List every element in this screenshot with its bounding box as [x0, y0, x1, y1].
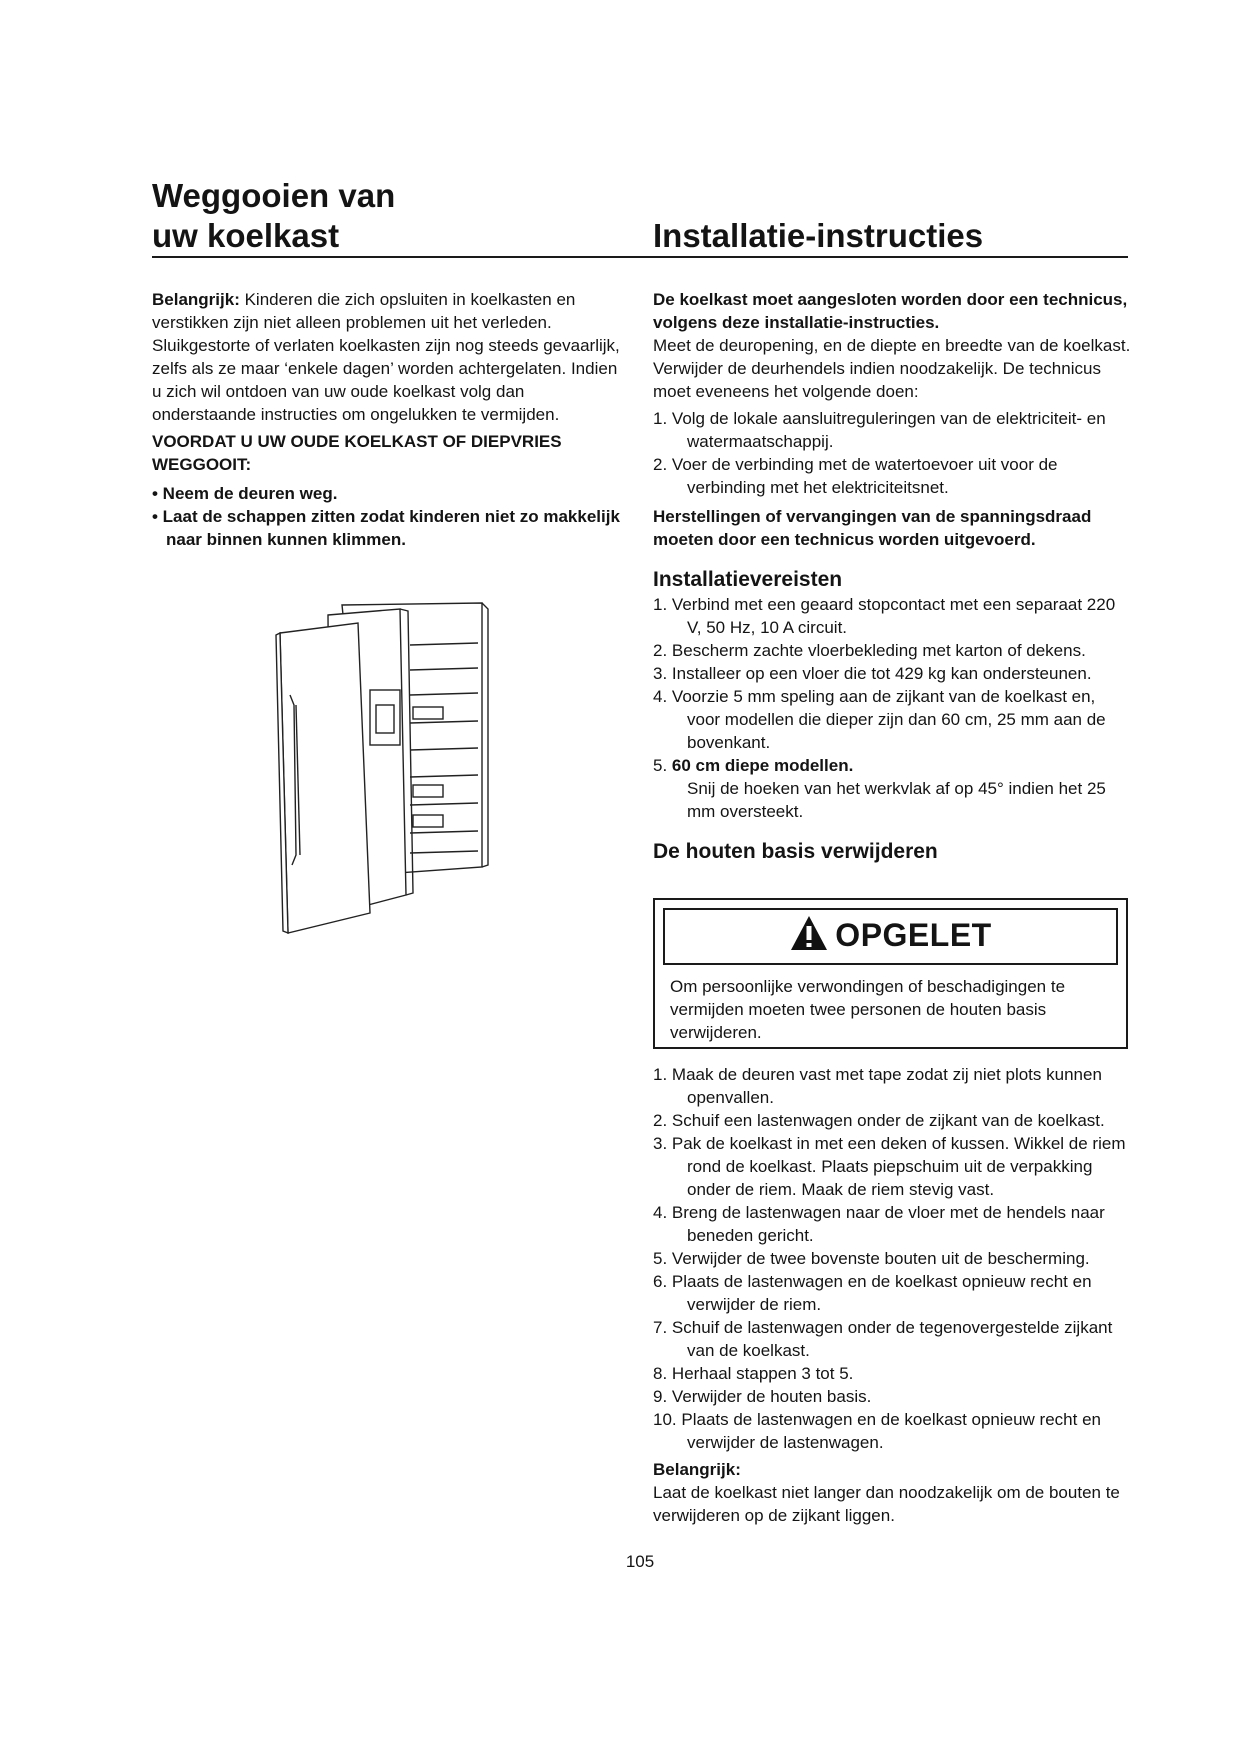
right-title: Installatie-instructies	[653, 217, 984, 254]
important-label: Belangrijk:	[152, 290, 240, 309]
important-text: Kinderen die zich opsluiten in koelkasten en verstikken zijn niet alleen problemen uit het verleden. Sluikgestorte of verlaten koelkasten zijn nog steeds gevaarlijk, zelfs als ze maar ‘enkele dagen’ worden achtergelaten. Indien u zich wil ontdoen van uw oude koelkast volg dan onderstaande instructies om ongelukken te vermijden.	[152, 290, 620, 424]
req-step: 1. Verbind met een geaard stopcontact met een separaat 220 V, 50 Hz, 10 A circuit.	[653, 595, 1116, 637]
base-step: 3. Pak de koelkast in met een deken of kussen. Wikkel de riem rond de koelkast. Plaats piepschuim uit de verpakking onder de riem. Maak de riem stevig vast.	[653, 1134, 1126, 1199]
left-title-line2: uw koelkast	[152, 217, 340, 254]
base-step: 8. Herhaal stappen 3 tot 5.	[653, 1364, 854, 1383]
right-column-upper	[653, 288, 1133, 865]
caution-text: Om persoonlijke verwondingen of beschadigingen te vermijden moeten twee personen de houten basis verwijderen.	[670, 977, 1066, 1042]
refrigerator-illustration	[270, 595, 490, 940]
left-title-line1: Weggooien van	[152, 177, 396, 214]
base-step: 6. Plaats de lastenwagen en de koelkast opnieuw recht en verwijder de riem.	[653, 1272, 1092, 1314]
base-step: 10. Plaats de lastenwagen en de koelkast opnieuw recht en verwijder de lastenwagen.	[653, 1410, 1101, 1452]
base-step: 9. Verwijder de houten basis.	[653, 1387, 872, 1406]
req-step: 5. 60 cm diepe modellen. Snij de hoeken van het werkvlak af op 45° indien het 25 mm oversteekt.	[653, 756, 1106, 821]
bullet-item: • Neem de deuren weg.	[152, 484, 338, 503]
before-heading: VOORDAT U UW OUDE KOELKAST OF DIEPVRIES WEGGOOIT:	[152, 432, 562, 474]
intro-bold: De koelkast moet aangesloten worden door een technicus, volgens deze installatie-instructies.	[653, 290, 1128, 332]
important-paragraph	[152, 288, 627, 426]
requirements-steps	[653, 593, 1133, 823]
tech-step: 1. Volg de lokale aansluitreguleringen van de elektriciteit- en watermaatschappij.	[653, 409, 1106, 451]
final-important-label: Belangrijk:	[653, 1460, 741, 1479]
intro-text: Meet de deuropening, en de diepte en breedte van de koelkast. Verwijder de deurhendels indien noodzakelijk. De technicus moet eveneens het volgende doen:	[653, 336, 1131, 401]
title-rule	[152, 256, 1128, 258]
caution-box	[653, 898, 1128, 1049]
left-column	[152, 288, 627, 551]
page-number: 105	[625, 1552, 655, 1571]
req-step: 4. Voorzie 5 mm speling aan de zijkant van de koelkast en, voor modellen die dieper zijn dan 60 cm, 25 mm aan de bovenkant.	[653, 687, 1106, 752]
technician-steps	[653, 407, 1133, 499]
right-column-lower	[653, 1063, 1133, 1527]
repairs-warning: Herstellingen of vervangingen van de spanningsdraad moeten door een technicus worden uitgevoerd.	[653, 507, 1092, 549]
base-step: 1. Maak de deuren vast met tape zodat zij niet plots kunnen openvallen.	[653, 1065, 1102, 1107]
left-title	[152, 176, 395, 256]
disposal-bullets	[152, 482, 627, 551]
tech-step: 2. Voer de verbinding met de watertoevoer uit voor de verbinding met het elektriciteitsnet.	[653, 455, 1058, 497]
base-step: 2. Schuif een lastenwagen onder de zijkant van de koelkast.	[653, 1111, 1105, 1130]
final-important-text: Laat de koelkast niet langer dan noodzakelijk om de bouten te verwijderen op de zijkant liggen.	[653, 1483, 1120, 1525]
warning-triangle-icon	[789, 914, 829, 952]
base-step: 7. Schuif de lastenwagen onder de tegenovergestelde zijkant van de koelkast.	[653, 1318, 1113, 1360]
caution-header	[663, 908, 1118, 965]
base-heading: De houten basis verwijderen	[653, 840, 938, 863]
base-step: 5. Verwijder de twee bovenste bouten uit de bescherming.	[653, 1249, 1090, 1268]
requirements-heading: Installatievereisten	[653, 568, 843, 591]
base-removal-steps	[653, 1063, 1133, 1454]
bullet-item: • Laat de schappen zitten zodat kinderen niet zo makkelijk naar binnen kunnen klimmen.	[152, 507, 620, 549]
req-step: 2. Bescherm zachte vloerbekleding met karton of dekens.	[653, 641, 1086, 660]
req-step: 3. Installeer op een vloer die tot 429 kg kan ondersteunen.	[653, 664, 1092, 683]
caution-title: OPGELET	[835, 917, 992, 953]
base-step: 4. Breng de lastenwagen naar de vloer met de hendels naar beneden gericht.	[653, 1203, 1105, 1245]
